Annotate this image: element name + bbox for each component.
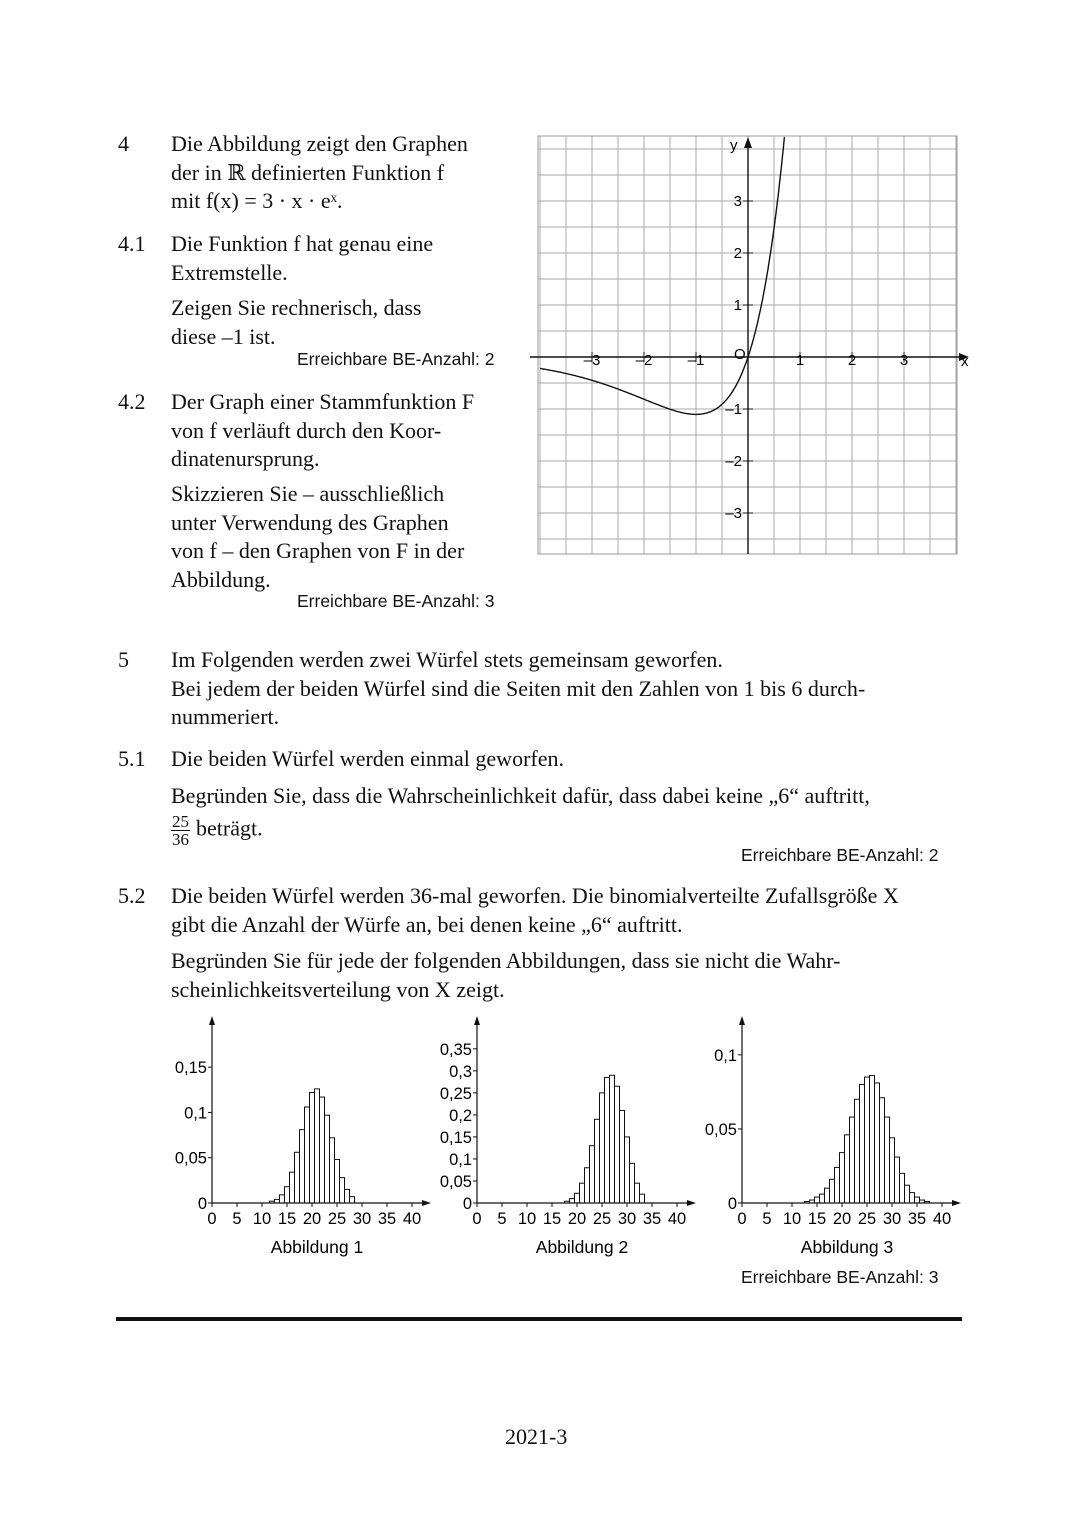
text-line: Die Funktion f hat genau eine: [171, 231, 434, 256]
subtask-number: 4.1: [118, 231, 146, 256]
histogram-bar: [625, 1137, 630, 1203]
histogram-bar: [635, 1183, 640, 1203]
histogram-bar: [605, 1077, 610, 1203]
y-tick-label: –3: [725, 505, 742, 522]
task-number: 5: [118, 647, 129, 672]
fraction-line: [171, 813, 870, 848]
x-axis-label: x: [961, 353, 969, 370]
text-line: Im Folgenden werden zwei Würfel stets gemeinsam geworfen.: [171, 647, 723, 672]
y-tick-label: 0,1: [714, 1046, 737, 1065]
text-line: Skizzieren Sie – ausschließlich: [171, 481, 445, 506]
x-tick-label: 20: [302, 1210, 322, 1228]
y-tick-label: 0,25: [439, 1084, 472, 1103]
text-line: Die beiden Würfel werden 36-mal geworfen. Die binomialverteilte Zufallsgröße X: [171, 883, 899, 908]
y-axis-arrow: [209, 1016, 215, 1025]
histogram-bar: [835, 1167, 840, 1203]
histogram-bar: [335, 1160, 340, 1203]
histogram-bar: [610, 1075, 615, 1203]
x-tick-label: 30: [352, 1210, 372, 1228]
histogram-bar: [295, 1152, 300, 1203]
x-tick-label: 40: [402, 1210, 422, 1228]
subtask-5-1-instruction: [171, 782, 870, 848]
histogram-bar: [325, 1115, 330, 1203]
text-line: Zeigen Sie rechnerisch, dass: [171, 295, 422, 320]
x-tick-label: 20: [567, 1210, 587, 1228]
y-tick-label: 0,05: [704, 1120, 737, 1139]
x-tick-label: 5: [232, 1210, 242, 1228]
x-tick-label: 30: [617, 1210, 637, 1228]
histogram-bar: [570, 1199, 575, 1203]
text-line: von f verläuft durch den Koor-: [171, 417, 442, 443]
y-tick-label: 3: [733, 193, 742, 210]
histogram-bar: [345, 1189, 350, 1203]
y-tick-label: 2: [733, 245, 742, 262]
x-tick-label: 35: [642, 1210, 662, 1228]
histogram-bar: [585, 1168, 590, 1203]
histogram-bar: [910, 1193, 915, 1203]
histogram-bar: [915, 1197, 920, 1203]
x-tick-label: 25: [592, 1210, 612, 1228]
histogram-bar: [895, 1157, 900, 1203]
text-line: Begründen Sie für jede der folgenden Abbildungen, dass sie nicht die Wahr-: [171, 948, 841, 973]
histogram-bar: [865, 1077, 870, 1203]
histogram-bar: [340, 1178, 345, 1203]
x-tick-label: 35: [377, 1210, 397, 1228]
graph-axes: [530, 137, 969, 554]
y-tick-label: 0,15: [174, 1059, 207, 1078]
histogram-bar: [350, 1197, 355, 1203]
subtask-4-2-instruction: [171, 480, 464, 594]
x-tick-label: 0: [737, 1210, 747, 1228]
graph-tick-labels: [584, 137, 969, 522]
histogram-bar: [875, 1083, 880, 1203]
x-tick-label: 40: [932, 1210, 952, 1228]
text-line: Die beiden Würfel werden einmal geworfen.: [171, 746, 564, 771]
task-number: 4: [118, 131, 129, 156]
x-tick-label: 15: [807, 1210, 827, 1228]
fraction-denominator: 36: [172, 829, 189, 849]
text-line: dinatenursprung.: [171, 446, 320, 471]
histogram-bar: [575, 1193, 580, 1203]
x-tick-label: 2: [847, 352, 857, 369]
fraction-numerator: 25: [172, 811, 189, 831]
histogram-bar: [830, 1179, 835, 1203]
y-tick-label: 0,3: [449, 1062, 472, 1081]
y-tick-label: 0,35: [439, 1040, 472, 1059]
be-score-4-2: Erreichbare BE-Anzahl: 3: [297, 591, 495, 611]
histogram-bar: [900, 1173, 905, 1203]
x-tick-label: 25: [857, 1210, 877, 1228]
y-tick-label: 0: [197, 1195, 207, 1213]
histogram-bar: [885, 1117, 890, 1203]
be-score-4-1: Erreichbare BE-Anzahl: 2: [297, 349, 495, 369]
text-line: Die Abbildung zeigt den Graphen: [171, 131, 468, 156]
task5-intro: [171, 646, 865, 732]
figure-caption: Abbildung 1: [270, 1237, 364, 1257]
histogram-bar: [620, 1110, 625, 1203]
histogram-bar: [595, 1119, 600, 1203]
histogram-bar: [320, 1097, 325, 1203]
text-line: unter Verwendung des Graphen: [171, 509, 449, 535]
x-tick-label: 25: [327, 1210, 347, 1228]
histogram-bar: [820, 1194, 825, 1203]
subtask-number: 5.2: [118, 883, 146, 908]
y-tick-label: 0,1: [184, 1104, 207, 1123]
x-tick-label: 15: [542, 1210, 562, 1228]
histogram-bar: [840, 1153, 845, 1203]
text-line: nummeriert.: [171, 704, 280, 729]
histogram-bar: [850, 1117, 855, 1203]
subtask-5-2-instruction: [171, 947, 840, 1004]
histogram-bar: [880, 1098, 885, 1203]
be-score-5-1: Erreichbare BE-Anzahl: 2: [741, 845, 939, 865]
histogram-bar: [860, 1084, 865, 1203]
histogram-bar: [315, 1089, 320, 1203]
task4-intro: [171, 130, 468, 216]
figure-caption: Abbildung 2: [535, 1237, 629, 1257]
subtask-number: 4.2: [118, 389, 146, 414]
subtask-number: 5.1: [118, 746, 146, 771]
text-line: Der Graph einer Stammfunktion F: [171, 389, 475, 414]
x-tick-label: 15: [277, 1210, 297, 1228]
histogram-bar: [305, 1107, 310, 1203]
figure-caption: Abbildung 3: [800, 1237, 894, 1257]
y-tick-label: 0: [462, 1195, 472, 1213]
histogram-bar: [855, 1099, 860, 1203]
y-tick-label: 0,2: [449, 1106, 472, 1125]
x-tick-label: 40: [667, 1210, 687, 1228]
histogram-bar: [310, 1093, 315, 1203]
text-line: gibt die Anzahl der Würfe an, bei denen keine „6“ auftritt.: [171, 911, 683, 937]
histogram-bar: [285, 1187, 290, 1203]
histogram-bar: [630, 1163, 635, 1203]
y-tick-label: 0,05: [439, 1172, 472, 1191]
histogram-bar: [815, 1197, 820, 1203]
y-tick-label: –1: [725, 401, 742, 418]
y-tick-label: 0,05: [174, 1149, 207, 1168]
x-tick-label: 10: [252, 1210, 272, 1228]
text-line: scheinlichkeitsverteilung von X zeigt.: [171, 976, 505, 1002]
be-score-5-2: Erreichbare BE-Anzahl: 3: [741, 1267, 939, 1287]
x-tick-label: –1: [687, 352, 705, 369]
histogram-bar: [640, 1194, 645, 1203]
x-tick-label: 5: [497, 1210, 507, 1228]
histogram-bar: [905, 1185, 910, 1203]
x-tick-label: 20: [832, 1210, 852, 1228]
histogram-bar: [600, 1093, 605, 1203]
y-axis-arrow: [744, 137, 752, 148]
histogram-bar: [330, 1138, 335, 1203]
y-tick-label: 0: [727, 1195, 737, 1213]
y-axis-arrow: [739, 1016, 745, 1025]
text-line: Extremstelle.: [171, 259, 288, 285]
histogram-bar: [300, 1130, 305, 1203]
text-line: Abbildung.: [171, 566, 271, 592]
histogram-bar: [615, 1086, 620, 1203]
y-axis-arrow: [474, 1016, 480, 1025]
histogram-2: [425, 1010, 705, 1260]
y-tick-label: 0,15: [439, 1128, 472, 1147]
histogram-bar: [580, 1183, 585, 1203]
x-tick-label: 10: [782, 1210, 802, 1228]
subtask-4-1-text: [171, 230, 433, 287]
histogram-bar: [870, 1076, 875, 1203]
x-tick-label: 30: [882, 1210, 902, 1228]
text-line: mit f(x) = 3 · x · eˣ.: [171, 188, 343, 213]
subtask-5-1-text: [171, 745, 564, 774]
y-tick-label: 1: [733, 297, 742, 314]
subtask-4-2-text: [171, 388, 474, 474]
text-line: Begründen Sie, dass die Wahrscheinlichkeit dafür, dass dabei keine „6“ auftritt,: [171, 783, 870, 808]
x-axis-arrow: [952, 1200, 961, 1206]
y-tick-label: 0,1: [449, 1150, 472, 1169]
x-tick-label: 1: [795, 352, 805, 369]
x-tick-label: –3: [583, 352, 601, 369]
fraction: [171, 813, 190, 848]
x-tick-label: –2: [635, 352, 653, 369]
histogram-3: [690, 1010, 970, 1260]
x-tick-label: 5: [762, 1210, 772, 1228]
text-line: von f – den Graphen von F in der: [171, 538, 465, 563]
page-number: 2021-3: [505, 1424, 568, 1449]
text-line: der in ℝ definierten Funktion f: [171, 159, 445, 185]
y-tick-label: –2: [725, 453, 742, 470]
x-tick-label: 10: [517, 1210, 537, 1228]
histogram-bar: [290, 1172, 295, 1203]
x-tick-label: 3: [899, 352, 909, 369]
text-line: beträgt.: [196, 815, 263, 841]
subtask-4-1-instruction: [171, 294, 421, 351]
x-tick-label: 0: [472, 1210, 482, 1228]
text-line: Bei jedem der beiden Würfel sind die Seiten mit den Zahlen von 1 bis 6 durch-: [171, 675, 866, 701]
subtask-5-2-text: [171, 882, 899, 939]
text-line: diese –1 ist.: [171, 323, 276, 349]
y-axis-label: y: [730, 137, 738, 154]
footer-rule: [116, 1317, 962, 1321]
histogram-1: [160, 1010, 440, 1260]
x-tick-label: 0: [207, 1210, 217, 1228]
histogram-bar: [845, 1135, 850, 1203]
histogram-bar: [890, 1138, 895, 1203]
histogram-bar: [590, 1146, 595, 1203]
histogram-bar: [280, 1195, 285, 1203]
histogram-bar: [825, 1188, 830, 1203]
x-tick-label: 35: [907, 1210, 927, 1228]
function-graph: [530, 130, 970, 560]
origin-label: O: [734, 346, 746, 363]
